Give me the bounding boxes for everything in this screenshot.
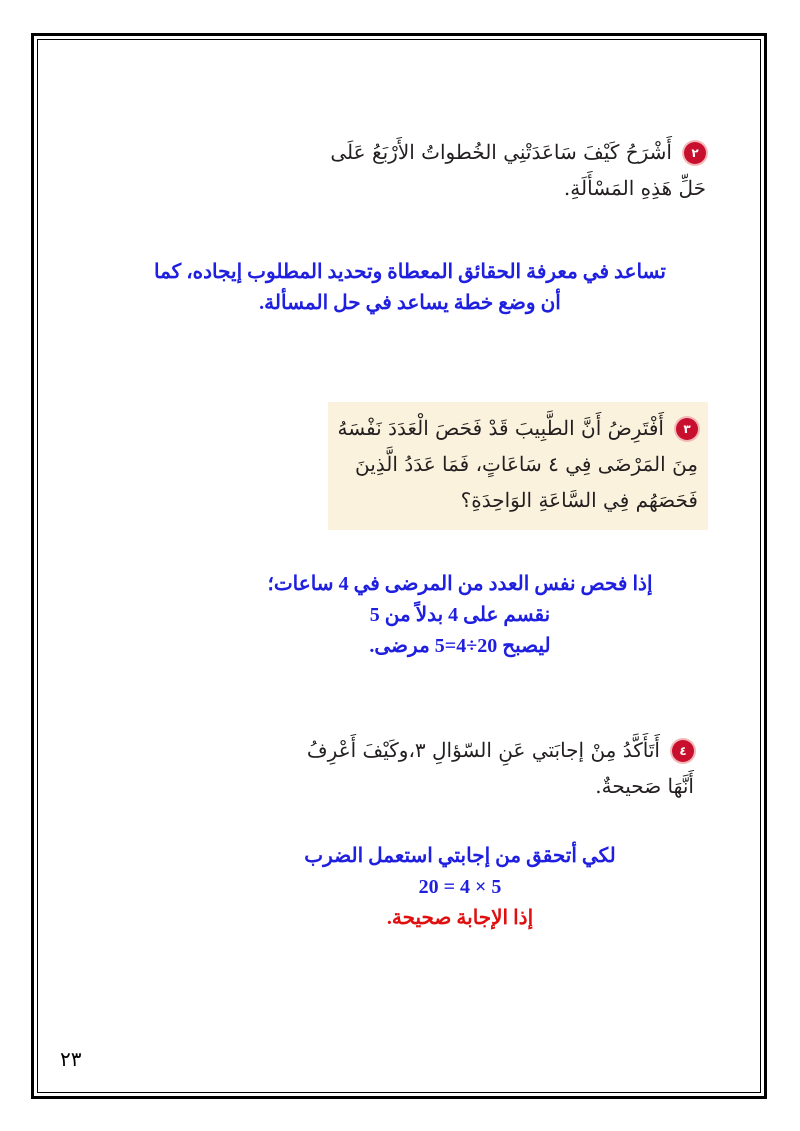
answer-3-line-3: ليصبح 20÷4=5 مرضى. — [369, 635, 551, 657]
question-3-line-2: مِنَ المَرْضَى فِي ٤ سَاعَاتٍ، فَمَا عَدَدُ الَّذِينَ — [355, 452, 698, 476]
question-4 — [298, 724, 704, 808]
answer-3-line-1: إذا فحص نفس العدد من المرضى في 4 ساعات؛ — [267, 573, 653, 595]
answer-2-line-1: تساعد في معرفة الحقائق المعطاة وتحديد المطلوب إيجاده، كما — [154, 261, 666, 283]
question-2-line-2: حَلِّ هَذِهِ المَسْأَلَةِ. — [563, 176, 706, 200]
question-3-line-1: ٣أَفْتَرِضُ أَنَّ الطَّبِيبَ قَدْ فَحَصَ الْعَدَدَ نَفْسَهُ — [338, 410, 698, 446]
answer-3 — [250, 569, 670, 662]
answer-3-line-2: نقسم على 4 بدلاً من 5 — [369, 604, 551, 626]
question-4-line-1: ٤أَتَأَكَّدُ مِنْ إجابَتي عَنِ السّؤالِ ٣،وكَيْفَ أَعْرِفُ — [308, 732, 694, 768]
question-4-line-2: أَنَّهَا صَحيحةٌ. — [595, 774, 694, 798]
question-number-badge: ٣ — [676, 418, 698, 440]
question-number-badge: ٢ — [684, 142, 706, 164]
question-2 — [328, 126, 716, 214]
answer-2-line-2: أن وضع خطة يساعد في حل المسألة. — [259, 292, 561, 314]
answer-2 — [140, 257, 680, 319]
question-3 — [328, 402, 708, 530]
page-number: ٢٣ — [60, 1047, 82, 1071]
answer-4-line-1: لكي أتحقق من إجابتي استعمل الضرب — [304, 845, 616, 867]
question-number-badge: ٤ — [672, 740, 694, 762]
answer-4 — [280, 841, 640, 934]
answer-4-line-2: 20 = 4 × 5 — [418, 876, 502, 898]
answer-4-line-3: إذا الإجابة صحيحة. — [386, 907, 534, 929]
question-3-line-3: فَحَصَهُم فِي السَّاعَةِ الوَاحِدَةِ؟ — [460, 488, 698, 512]
question-2-line-1: ٢أَشْرَحُ كَيْفَ سَاعَدَتْنِي الخُطواتُ الأَرْبَعُ عَلَى — [338, 134, 706, 170]
